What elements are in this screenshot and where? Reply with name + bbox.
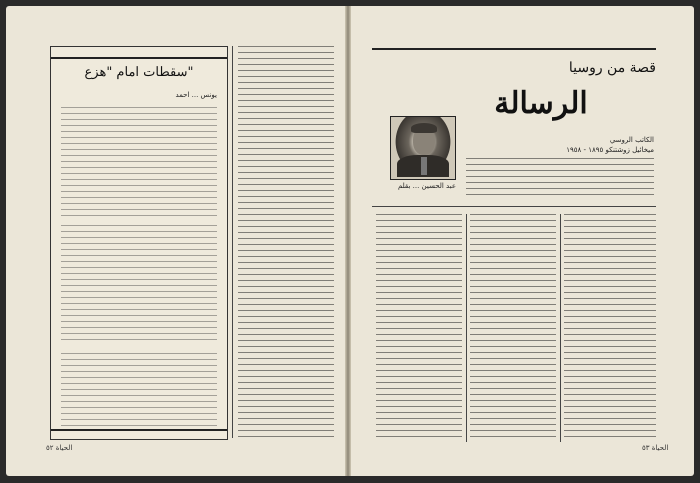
box-text-block-1 <box>61 107 217 217</box>
right-folio: الحياة ٥٣ <box>642 444 669 452</box>
box-top-rule <box>51 57 227 59</box>
box-text-block-2 <box>61 225 217 345</box>
author-dates: ميخائيل زوشتنكو ١٨٩٥ - ١٩٥٨ <box>566 146 654 154</box>
column-divider <box>232 46 233 438</box>
author-caption: الكاتب الروسي <box>609 136 654 144</box>
main-title: الرسالة <box>494 86 588 121</box>
intro-text <box>466 158 654 198</box>
magazine-spread <box>6 6 694 476</box>
gutter <box>345 6 351 476</box>
left-page <box>16 16 342 466</box>
right-page <box>366 16 690 466</box>
byline: يونس ... احمد <box>175 91 217 99</box>
top-rule <box>372 48 656 50</box>
body-column-2 <box>470 214 556 442</box>
box-title: سقطات امام "هزع" <box>84 65 194 80</box>
author-photo <box>390 116 456 180</box>
box-text-block-3 <box>61 353 217 427</box>
boxed-article <box>50 46 228 440</box>
intro-rule <box>372 206 656 207</box>
photo-hair <box>411 123 437 133</box>
body-divider-2 <box>560 214 561 442</box>
section-title: قصة من روسيا <box>568 60 656 76</box>
photo-tie <box>421 157 427 175</box>
box-bottom-rule <box>51 429 227 431</box>
body-column-1 <box>376 214 462 442</box>
body-column-3 <box>564 214 656 442</box>
left-page-column-text <box>238 46 334 438</box>
photo-caption: عبد الحسين ... بقلم <box>397 182 456 190</box>
body-divider-1 <box>466 214 467 442</box>
left-folio: الحياة ٥٢ <box>46 444 73 452</box>
